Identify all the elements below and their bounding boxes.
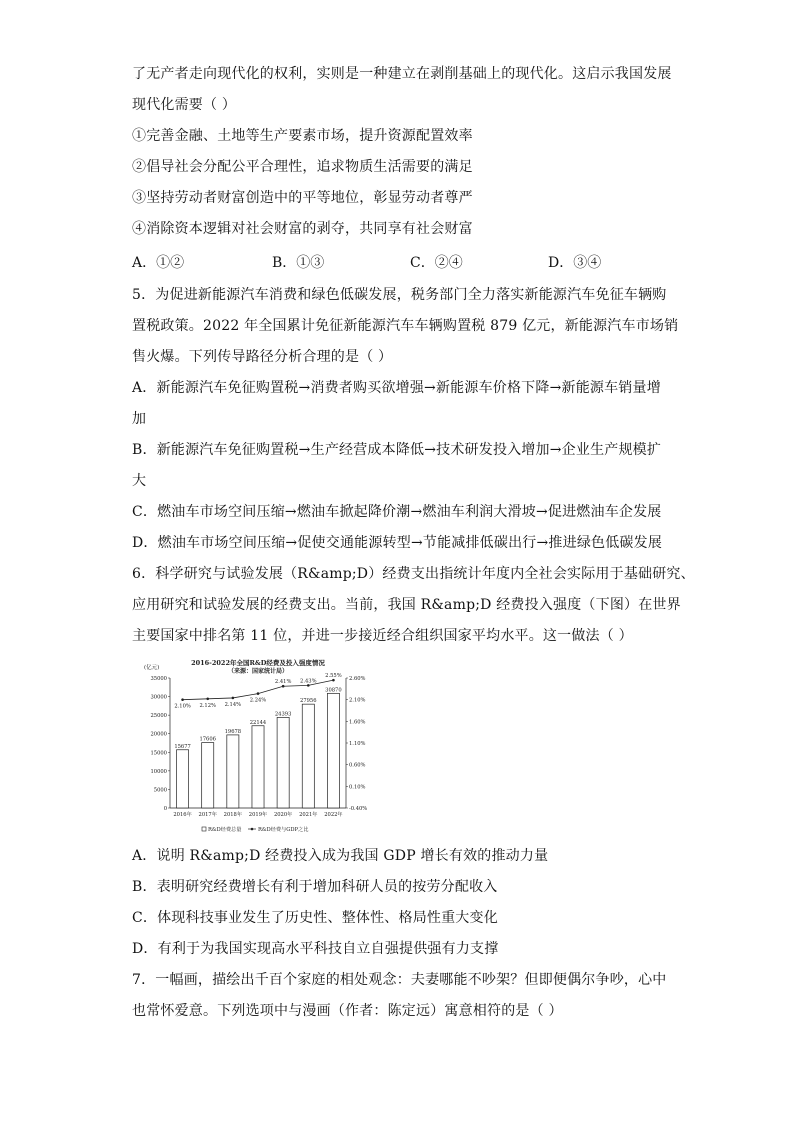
chart-bar <box>177 750 189 808</box>
chart-bar-label: 30870 <box>325 687 342 694</box>
chart-bar <box>327 693 339 808</box>
rd-chart-svg <box>140 658 380 834</box>
q4-option-c[interactable]: C．②④ <box>410 255 463 271</box>
chart-bar-label: 15677 <box>174 743 191 750</box>
chart-ratio-label: 2.14% <box>224 701 242 708</box>
q4-statement-3: ③坚持劳动者财富创造中的平等地位，彰显劳动者尊严 <box>132 190 473 206</box>
q6-stem-3: 主要国家中排名第 11 位，并进一步接近经合组织国家平均水平。这一做法（ ） <box>132 628 633 644</box>
legend-swatch-bar <box>202 827 206 831</box>
q5-option-a[interactable]: A．新能源汽车免征购置税→消费者购买欲增强→新能源车价格下降→新能源车销量增 <box>132 380 661 396</box>
q5-option-b[interactable]: B．新能源汽车免征购置税→生产经营成本降低→技术研发投入增加→企业生产规模扩 <box>132 442 662 458</box>
chart-ratio-point <box>307 684 310 687</box>
q4-options <box>132 253 672 273</box>
chart-bar <box>227 735 239 808</box>
chart-ratio-point <box>206 698 209 701</box>
q5-stem-3: 售火爆。下列传导路径分析合理的是（ ） <box>132 349 393 365</box>
q6-option-d[interactable]: D．有利于为我国实现高水平科技自立自强提供强有力支撑 <box>132 941 499 957</box>
chart-bar-label: 24393 <box>274 711 292 718</box>
q4-statement-2: ②倡导社会分配公平合理性，追求物质生活需要的满足 <box>132 159 473 175</box>
chart-ratio-label: 2.41% <box>274 679 292 686</box>
chart-ytick-label: 25000 <box>150 713 167 720</box>
q7-stem-1: 7．一幅画，描绘出千百个家庭的相处观念：夫妻哪能不吵架？但即便偶尔争吵，心中 <box>132 972 667 988</box>
chart-ratio-point <box>181 698 184 701</box>
chart-xtick-label: 2018年 <box>223 812 243 818</box>
q5-option-b-cont: 大 <box>132 473 147 489</box>
chart-y2tick-label: 2.10% <box>349 697 366 704</box>
chart-ratio-point <box>257 692 260 695</box>
chart-y2tick-label: 0.10% <box>349 784 366 791</box>
q4-option-d[interactable]: D．③④ <box>548 255 602 271</box>
chart-xtick-label: 2019年 <box>248 812 268 818</box>
q6-option-b[interactable]: B．表明研究经费增长有利于增加科研人员的按劳分配收入 <box>132 879 498 895</box>
q5-option-a-cont: 加 <box>132 411 147 427</box>
chart-bar-label: 17606 <box>199 736 216 743</box>
chart-subtitle: （来源：国家统计局） <box>227 668 289 675</box>
q4-line-2: 现代化需要（ ） <box>132 97 237 113</box>
q4-statement-1: ①完善金融、土地等生产要素市场，提升资源配置效率 <box>132 128 473 144</box>
chart-ratio-label: 2.43% <box>300 678 317 685</box>
chart-ylabel: (亿元) <box>144 665 160 671</box>
chart-ratio-label: 2.12% <box>199 702 216 709</box>
chart-y2tick-label: -0.40% <box>349 806 368 812</box>
q6-stem-1: 6．科学研究与试验发展（R&amp;D）经费支出指统计年度内全社会实际用于基础研究、 <box>132 566 695 582</box>
chart-y2tick-label: 1.10% <box>349 741 366 747</box>
chart-xtick-label: 2021年 <box>299 812 318 818</box>
chart-ratio-label: 2.55% <box>325 673 342 680</box>
chart-y2tick-label: 2.60% <box>349 676 366 682</box>
chart-ratio-label: 2.24% <box>249 697 267 704</box>
chart-bar <box>302 704 314 808</box>
q4-option-b[interactable]: B．①③ <box>272 255 325 271</box>
q5-option-d[interactable]: D．燃油车市场空间压缩→促使交通能源转型→节能减排低碳出行→推进绿色低碳发展 <box>132 535 663 551</box>
chart-ytick-label: 10000 <box>150 768 167 775</box>
chart-ytick-label: 15000 <box>150 750 167 757</box>
q7-stem-2: 也常怀爱意。下列选项中与漫画（作者：陈定远）寓意相符的是（ ） <box>132 1003 563 1019</box>
chart-xtick-label: 2022年 <box>324 812 343 818</box>
chart-legend <box>202 825 308 833</box>
q6-stem-2: 应用研究和试验发展的经费支出。当前，我国 R&amp;D 经费投入强度（下图）在世界 <box>132 597 681 613</box>
chart-ytick-label: 35000 <box>150 676 167 682</box>
chart-bar-label: 27956 <box>300 698 317 705</box>
q5-stem-2: 置税政策。2022 年全国累计免征新能源汽车车辆购置税 879 亿元，新能源汽车市场销 <box>132 318 679 334</box>
chart-y2tick-label: 0.60% <box>349 762 366 769</box>
rd-chart <box>140 658 380 834</box>
chart-ytick-label: 20000 <box>150 731 167 738</box>
q6-option-a[interactable]: A．说明 R&amp;D 经费投入成为我国 GDP 增长有效的推动力量 <box>132 848 549 864</box>
chart-ytick-label: 0 <box>163 806 167 812</box>
chart-y2tick-label: 1.60% <box>349 719 366 726</box>
chart-title: 2016-2022年全国R&D经费及投入强度情况 <box>191 659 325 667</box>
chart-ratio-point <box>282 685 285 688</box>
q4-line-1: 了无产者走向现代化的权利，实则是一种建立在剥削基础上的现代化。这启示我国发展 <box>132 66 672 82</box>
q4-option-a[interactable]: A．①② <box>132 255 185 271</box>
chart-ytick-label: 5000 <box>153 787 167 794</box>
q6-option-c[interactable]: C．体现科技事业发生了历史性、整体性、格局性重大变化 <box>132 910 498 926</box>
chart-xtick-label: 2016年 <box>173 812 192 818</box>
chart-ratio-label: 2.10% <box>174 703 191 710</box>
chart-bar <box>252 726 264 808</box>
chart-xtick-label: 2020年 <box>273 812 293 818</box>
chart-bar-label: 19678 <box>224 728 242 735</box>
chart-xtick-label: 2017年 <box>198 812 217 818</box>
q5-option-c[interactable]: C．燃油车市场空间压缩→燃油车掀起降价潮→燃油车利润大滑坡→促进燃油车企发展 <box>132 504 662 520</box>
chart-ytick-label: 30000 <box>150 694 167 701</box>
chart-ratio-point <box>232 697 235 700</box>
q4-statement-4: ④消除资本逻辑对社会财富的剥夺，共同享有社会财富 <box>132 221 473 237</box>
chart-ratio-point <box>332 679 335 682</box>
legend-label-line: R&D经费与GDP之比 <box>258 827 309 833</box>
q5-stem-1: 5．为促进新能源汽车消费和绿色低碳发展，税务部门全力落实新能源汽车免征车辆购 <box>132 287 667 303</box>
legend-marker-line <box>251 828 254 831</box>
chart-bar <box>202 743 214 808</box>
legend-label-bar: R&D经费总量 <box>208 827 242 833</box>
chart-bar <box>277 717 289 808</box>
chart-bar-label: 22144 <box>249 719 267 726</box>
